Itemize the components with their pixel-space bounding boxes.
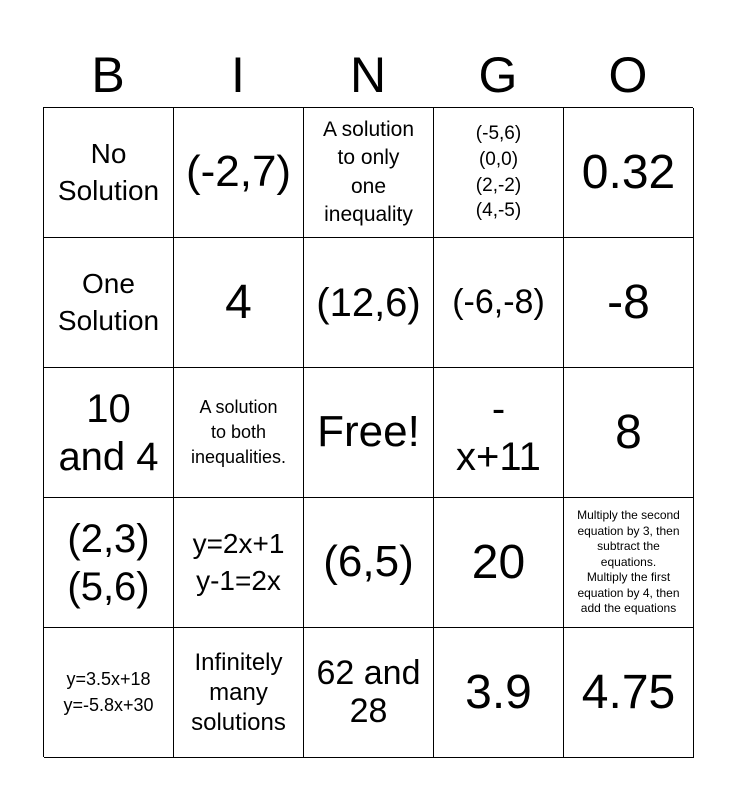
cell-text: -8 — [607, 275, 650, 329]
cell-text: 8 — [615, 405, 642, 459]
bingo-cell-r4-n[interactable] — [304, 498, 434, 628]
cell-text: 3.9 — [465, 665, 532, 719]
bingo-cell-r1-g[interactable] — [434, 108, 564, 238]
header-letter-i: I — [231, 47, 245, 103]
bingo-cell-r5-n[interactable] — [304, 628, 434, 758]
bingo-cell-r5-g[interactable] — [434, 628, 564, 758]
cell-text: 0.32 — [581, 145, 676, 199]
bingo-cell-r1-o[interactable] — [564, 108, 694, 238]
bingo-cell-r2-g[interactable] — [434, 238, 564, 368]
cell-text: A solution to only one inequality — [322, 117, 415, 226]
cell-text: No Solution — [57, 138, 160, 206]
cell-text: Multiply the second equation by 3, then subtract the equations. Multiply the first equation by 4, then add the equations — [577, 507, 680, 616]
cell-text: (12,6) — [316, 280, 421, 325]
bingo-cell-r3-i[interactable] — [174, 368, 304, 498]
cell-text: (-6,-8) — [452, 282, 545, 321]
bingo-cell-r3-g[interactable] — [434, 368, 564, 498]
bingo-cell-r3-o[interactable] — [564, 368, 694, 498]
cell-text: - x+11 — [456, 386, 541, 479]
bingo-cell-r1-i[interactable] — [174, 108, 304, 238]
header-letter-g: G — [478, 47, 518, 103]
cell-text: Infinitely many solutions — [191, 648, 286, 736]
cell-text: 62 and 28 — [316, 654, 421, 730]
bingo-cell-r5-i[interactable] — [174, 628, 304, 758]
header-letter-b: B — [91, 47, 125, 103]
cell-text: (6,5) — [323, 537, 414, 587]
bingo-cell-r5-o[interactable] — [564, 628, 694, 758]
bingo-header — [43, 44, 693, 106]
cell-text: One Solution — [57, 268, 160, 336]
cell-text: (-2,7) — [185, 147, 292, 197]
cell-text: (2,3) (5,6) — [67, 516, 150, 609]
header-letter-o: O — [608, 47, 648, 103]
bingo-cell-r4-o[interactable] — [564, 498, 694, 628]
header-letter-n: N — [349, 47, 387, 103]
cell-text: 4.75 — [581, 665, 676, 719]
bingo-cell-r4-g[interactable] — [434, 498, 564, 628]
cell-text: 4 — [225, 275, 252, 329]
bingo-cell-r2-n[interactable] — [304, 238, 434, 368]
cell-text: Free! — [317, 407, 420, 457]
cell-text: (-5,6) (0,0) (2,-2) (4,-5) — [475, 123, 522, 222]
bingo-board — [43, 107, 693, 757]
bingo-cell-r3-n[interactable] — [304, 368, 434, 498]
cell-text: y=3.5x+18 y=-5.8x+30 — [63, 669, 154, 715]
bingo-cell-r2-b[interactable] — [44, 238, 174, 368]
cell-text: y=2x+1 y-1=2x — [192, 528, 285, 596]
cell-text: 10 and 4 — [58, 386, 159, 479]
bingo-cell-r2-o[interactable] — [564, 238, 694, 368]
bingo-cell-r4-b[interactable] — [44, 498, 174, 628]
cell-text: A solution to both inequalities. — [190, 396, 287, 468]
bingo-cell-r3-b[interactable] — [44, 368, 174, 498]
bingo-cell-r5-b[interactable] — [44, 628, 174, 758]
bingo-cell-r4-i[interactable] — [174, 498, 304, 628]
bingo-cell-r1-n[interactable] — [304, 108, 434, 238]
bingo-cell-r2-i[interactable] — [174, 238, 304, 368]
cell-text: 20 — [471, 535, 526, 589]
bingo-cell-r1-b[interactable] — [44, 108, 174, 238]
